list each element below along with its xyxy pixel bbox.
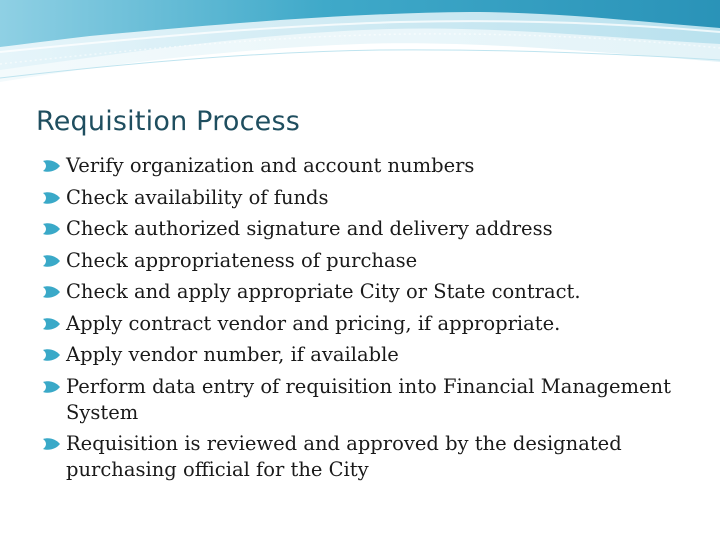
swoosh-bullet-icon (40, 283, 62, 301)
swoosh-bullet-icon (40, 346, 62, 364)
list-item (38, 248, 698, 274)
bullet-text: Apply vendor number, if available (66, 343, 399, 366)
bullet-text: Check authorized signature and delivery address (66, 217, 553, 240)
list-item (38, 185, 698, 211)
list-item (38, 431, 698, 483)
list-item (38, 216, 698, 242)
swoosh-bullet-icon (40, 189, 62, 207)
swoosh-bullet-icon (40, 315, 62, 333)
swoosh-bullet-icon (40, 157, 62, 175)
bullet-list (38, 153, 698, 489)
bullet-text: Check availability of funds (66, 185, 329, 209)
list-item (38, 279, 698, 305)
slide-title: Requisition Process (36, 106, 301, 137)
list-item (38, 374, 698, 426)
bullet-text: Check and apply appropriate City or State contract. (66, 280, 581, 303)
bullet-text: Check appropriateness of purchase (66, 248, 418, 272)
bullet-text: Apply contract vendor and pricing, if appropriate. (66, 311, 561, 335)
bullet-text: Verify organization and account numbers (66, 154, 475, 177)
swoosh-bullet-icon (40, 252, 62, 270)
list-item (38, 311, 698, 337)
header-wave-banner (0, 0, 720, 110)
bullet-text: Requisition is reviewed and approved by the designated purchasing official for the City (66, 432, 622, 481)
list-item (38, 153, 698, 179)
swoosh-bullet-icon (40, 220, 62, 238)
bullet-text: Perform data entry of requisition into Financial Management System (66, 374, 671, 424)
list-item (38, 342, 698, 368)
swoosh-bullet-icon (40, 378, 62, 396)
swoosh-bullet-icon (40, 435, 62, 453)
